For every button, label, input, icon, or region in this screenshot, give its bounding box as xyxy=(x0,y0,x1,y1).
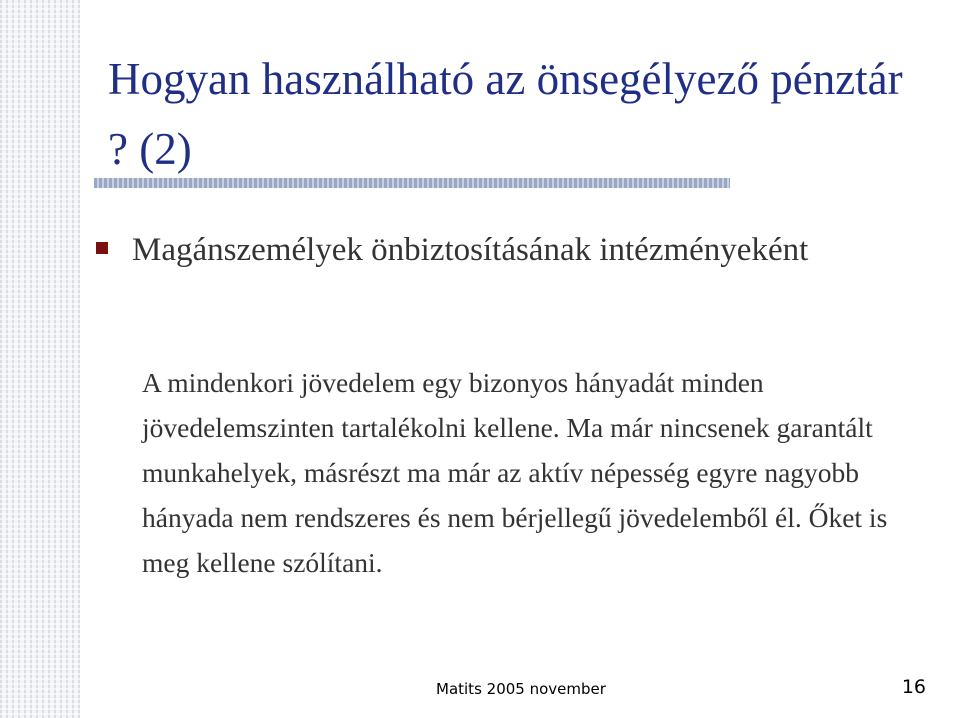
footer-text: Matits 2005 november xyxy=(436,680,606,698)
square-bullet-icon xyxy=(96,242,108,254)
decorative-stripes xyxy=(0,0,80,718)
title-underline-rule xyxy=(94,178,730,188)
slide-title: Hogyan használható az önsegélyező pénztár ? (2) xyxy=(108,54,903,174)
bullet-text: Magánszemélyek önbiztosításának intézményeként xyxy=(132,232,809,268)
body-paragraph: A mindenkori jövedelem egy bizonyos hányadát minden jövedelemszinten tartalékolni kellene. Ma már nincsenek garantált munkahelyek, másrészt ma már az aktív népesség egyre nagyobb hányada nem rendszeres és nem bérjellegű jövedelemből él. Őket is meg kellene szólítani. xyxy=(142,367,888,578)
bullet-item xyxy=(94,226,934,274)
slide-number: 16 xyxy=(901,676,926,698)
